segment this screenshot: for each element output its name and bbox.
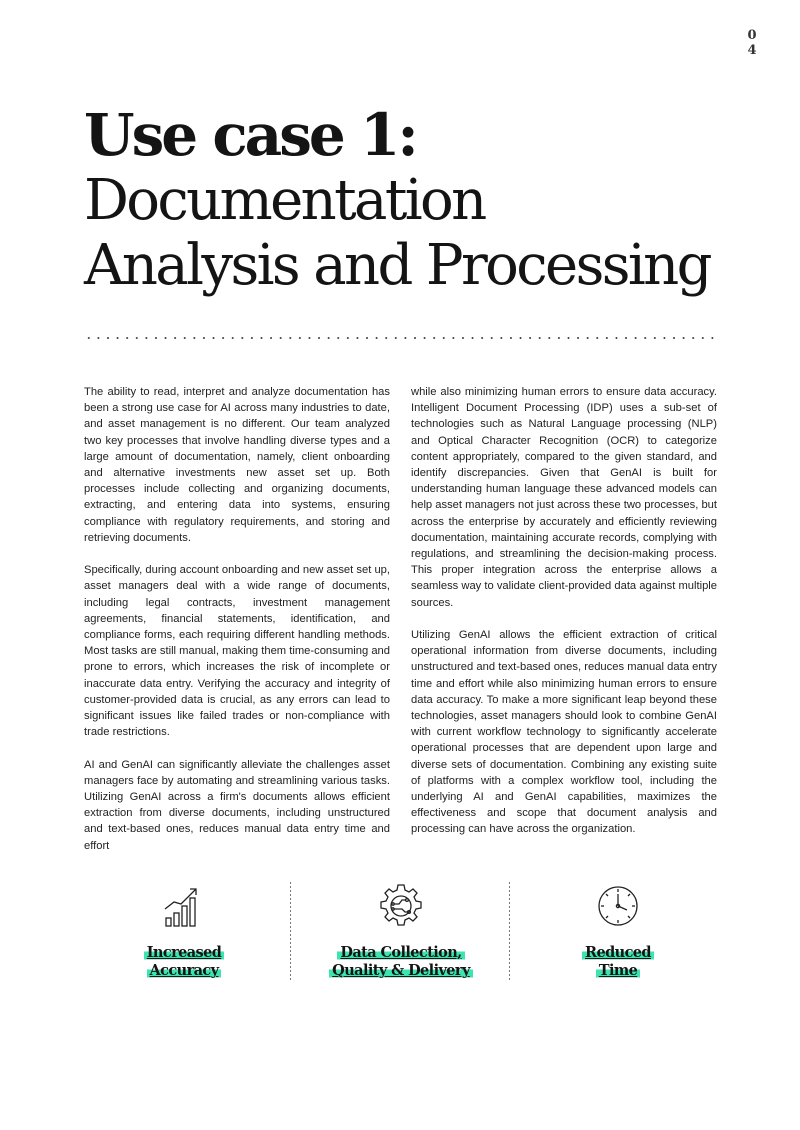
- gear-circuit-icon: [377, 882, 425, 930]
- feature-divider: [509, 882, 510, 982]
- body-paragraph: The ability to read, interpret and analyze documentation has been a strong use case for AI across many industries to date, and asset management is no different. Our team analyzed two key processes that involve handling diverse types and a large amount of documentation, namely, client onboarding and alternative investments new asset set up. Both processes include collecting and organizing documents, extracting, and entering data into systems, ensuring compliance with regulatory requirements, and storing and retrieving documents.: [84, 386, 390, 544]
- clock-icon: [594, 882, 642, 930]
- feature-reduced-time: [518, 878, 718, 980]
- dotted-divider: [84, 337, 718, 339]
- page-number-digit-1: 0: [747, 28, 757, 43]
- body-paragraph: while also minimizing human errors to ensure data accuracy. Intelligent Document Processing (IDP) uses a sub-set of technologies such as Natural Language processing (NLP) and Optical Character Recognition (OCR) to categorize content appropriately, compared to the given standard, and identify discrepancies. Given that GenAI is built for understanding human language these advanced models can help asset managers not just across these two processes, but across the enterprise by accurately and efficiently reviewing documentation, maintaining accurate records, complying with regulations, and streamlining the decision-making process. This proper integration across the enterprise allows a seamless way to validate client-provided data against multiple sources.: [411, 386, 717, 609]
- body-paragraph: Utilizing GenAI allows the efficient extraction of critical operational information from diverse documents, including unstructured and text-based ones, reduces manual data entry time and effort while also minimizing human errors to ensure data accuracy. To make a more significant leap beyond these technologies, asset managers should look to combine GenAI with current workflow technology to significantly accelerate operational processes that are dependent upon large and diverse sets of documentation. Combining any existing suite of platforms with a complex workflow tool, including the underlying AI and GenAI capabilities, maximizes the effectiveness and scope that document analysis and processing can have across the organization.: [411, 629, 717, 836]
- title-line-3: Analysis and Processing: [84, 233, 710, 298]
- feature-label: Data Collection, Quality & Delivery: [301, 944, 501, 980]
- body-paragraph: Specifically, during account onboarding and new asset set up, asset managers deal with a wide range of documents, including legal contracts, investment management agreements, financial statements, identification, and compliance forms, each requiring different handling methods. Most tasks are still manual, making them time-consuming and prone to errors, which increases the risk of incomplete or inaccurate data entry. Verifying the accuracy and integrity of customer-provided data is crucial, as any errors can lead to significant issues like failed trades or non-compliance with trade restrictions.: [84, 564, 390, 739]
- title-line-1: Use case 1:: [84, 101, 416, 169]
- page-number: [746, 28, 758, 58]
- feature-label: Increased Accuracy: [84, 944, 284, 980]
- body-column-left: [84, 384, 390, 870]
- page-number-digit-2: 4: [747, 43, 757, 58]
- feature-label: Reduced Time: [518, 944, 718, 980]
- feature-data-collection: [301, 878, 501, 980]
- bar-chart-growth-icon: [160, 882, 208, 930]
- feature-divider: [290, 882, 291, 982]
- body-paragraph: AI and GenAI can significantly alleviate the challenges asset managers face by automating and streamlining various tasks. Utilizing GenAI across a firm's documents allows efficient extraction from diverse documents, including unstructured and text-based ones, reduces manual data entry time and effort: [84, 758, 390, 852]
- title-line-2: Documentation: [84, 168, 485, 233]
- feature-row: [84, 878, 718, 982]
- body-column-right: [411, 384, 717, 854]
- feature-increased-accuracy: [84, 878, 284, 980]
- page-title: [84, 102, 764, 298]
